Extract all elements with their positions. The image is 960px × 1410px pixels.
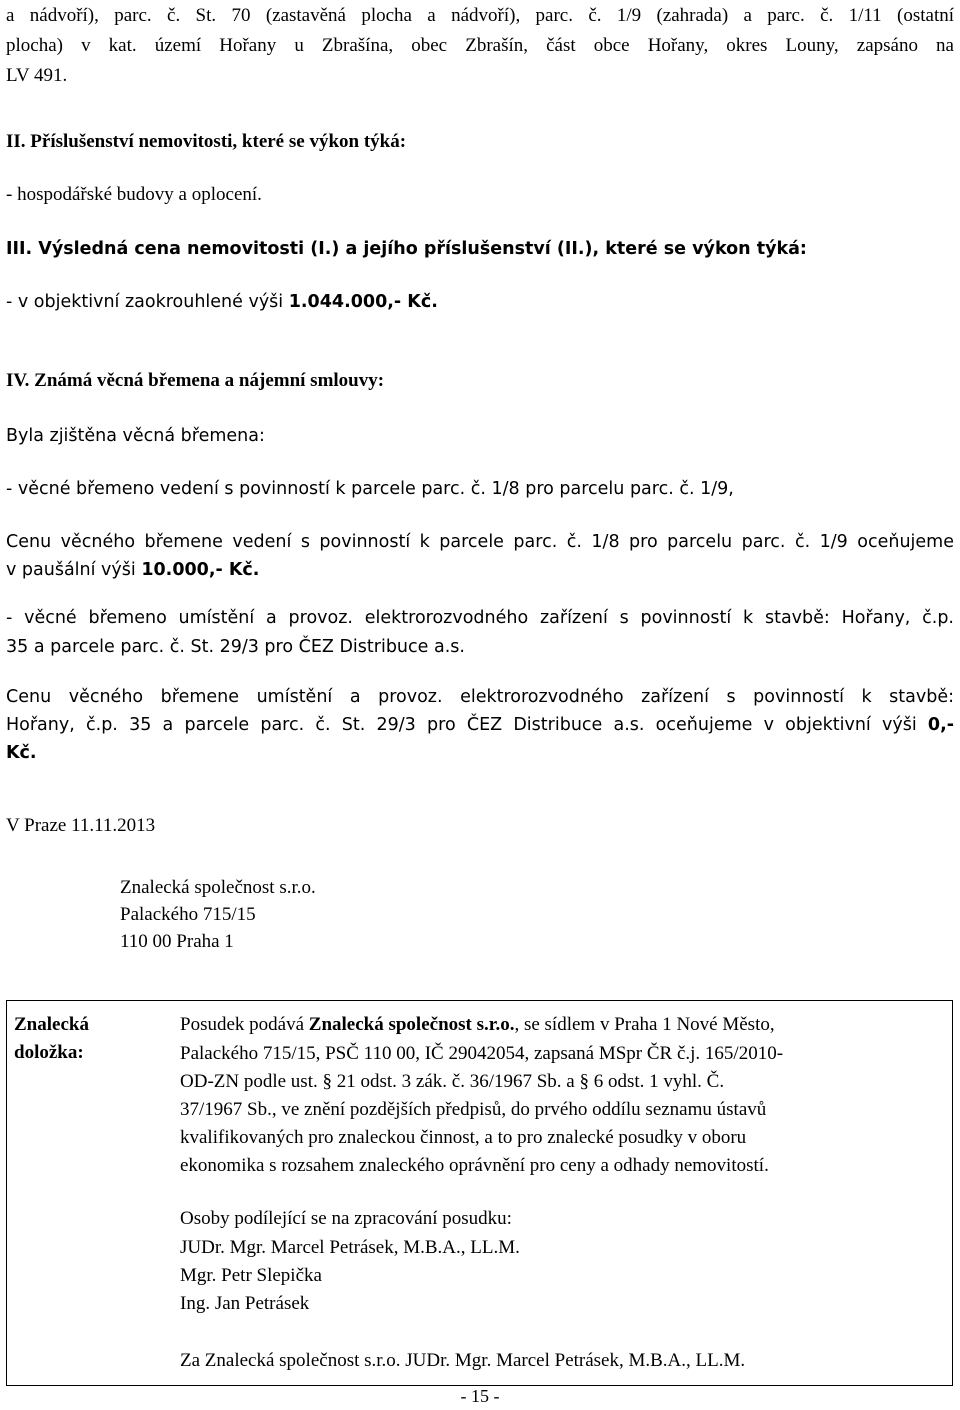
company-street: Palackého 715/15 [120, 904, 256, 925]
burden-2-price-line-3: Kč. [6, 743, 37, 763]
clause-line-6: ekonomika s rozsahem znaleckého oprávnění pro ceny a odhady nemovitostí. [180, 1155, 769, 1176]
burden-1-price-line-1: Cenu věcného břemene vedení s povinností k parcele parc. č. 1/8 pro parcelu parc. č. 1/9 oceňujeme [6, 532, 954, 552]
section-3-amount: 1.044.000,- Kč. [288, 292, 438, 312]
burden-2-line-2: 35 a parcele parc. č. St. 29/3 pro ČEZ Distribuce a.s. [6, 637, 465, 657]
clause-line-4: 37/1967 Sb., ve znění pozdějších předpisů, do prvého oddílu seznamu ústavů [180, 1099, 767, 1120]
persons-heading: Osoby podílející se na zpracování posudku: [180, 1208, 512, 1229]
burden-1-price-line-2: v paušální výši 10.000,- Kč. [6, 560, 260, 580]
clause-company-name: Znalecká společnost s.r.o. [308, 1014, 515, 1035]
burden-2-price-amount: 0,- [927, 715, 954, 735]
company-city: 110 00 Praha 1 [120, 931, 234, 952]
burden-2-price-line-1: Cenu věcného břemene umístění a provoz. elektrorozvodného zařízení s povinností k stavbě: [6, 687, 954, 707]
company-name: Znalecká společnost s.r.o. [120, 877, 316, 898]
intro-line-2: plocha) v kat. území Hořany u Zbrašína, obec Zbrašín, část obce Hořany, okres Louny, zapsáno na [6, 35, 954, 56]
section-2-item: - hospodářské budovy a oplocení. [6, 184, 262, 205]
person-2: Mgr. Petr Slepička [180, 1265, 322, 1286]
burden-2-line-1: - věcné břemeno umístění a provoz. elektrorozvodného zařízení s povinností k stavbě: Hořany, č.p. [6, 608, 954, 628]
section-4-heading: IV. Známá věcná břemena a nájemní smlouvy: [6, 370, 385, 391]
signature-line: Za Znalecká společnost s.r.o. JUDr. Mgr. Marcel Petrásek, M.B.A., LL.M. [180, 1350, 746, 1371]
expert-clause-label: Znalecká doložka: [14, 1014, 89, 1063]
burden-1: - věcné břemeno vedení s povinností k parcele parc. č. 1/8 pro parcelu parc. č. 1/9, [6, 479, 734, 499]
person-1: JUDr. Mgr. Marcel Petrásek, M.B.A., LL.M. [180, 1237, 520, 1258]
place-date: V Praze 11.11.2013 [6, 815, 156, 836]
person-3: Ing. Jan Petrásek [180, 1293, 310, 1314]
clause-line-2: Palackého 715/15, PSČ 110 00, IČ 29042054, zapsaná MSpr ČR č.j. 165/2010- [180, 1043, 784, 1064]
intro-line-3: LV 491. [6, 65, 68, 86]
section-3-value [6, 288, 438, 316]
section-3-heading: III. Výsledná cena nemovitosti (I.) a jejího příslušenství (II.), které se výkon týká: [6, 239, 807, 259]
section-3-value-prefix: - v objektivní zaokrouhlené výši [6, 292, 289, 312]
burden-2-price-line-2: Hořany, č.p. 35 a parcele parc. č. St. 29/3 pro ČEZ Distribuce a.s. oceňujeme v objektivní výši 0,- [6, 715, 954, 735]
clause-line-3: OD-ZN podle ust. § 21 odst. 3 zák. č. 36/1967 Sb. a § 6 odst. 1 vyhl. Č. [180, 1071, 725, 1092]
section-2-heading: II. Příslušenství nemovitosti, které se výkon týká: [6, 131, 407, 152]
section-4-intro: Byla zjištěna věcná břemena: [6, 426, 265, 446]
clause-line-5: kvalifikovaných pro znaleckou činnost, a to pro znalecké posudky v oboru [180, 1127, 747, 1148]
clause-line-1: Posudek podává Znalecká společnost s.r.o., se sídlem v Praha 1 Nové Město, [180, 1014, 775, 1035]
intro-line-1: a nádvoří), parc. č. St. 70 (zastavěná plocha a nádvoří), parc. č. 1/9 (zahrada) a parc. č. 1/11 (ostatní [6, 5, 954, 26]
page-number: - 15 - [0, 1382, 960, 1410]
burden-1-price-amount: 10.000,- Kč. [141, 560, 260, 580]
